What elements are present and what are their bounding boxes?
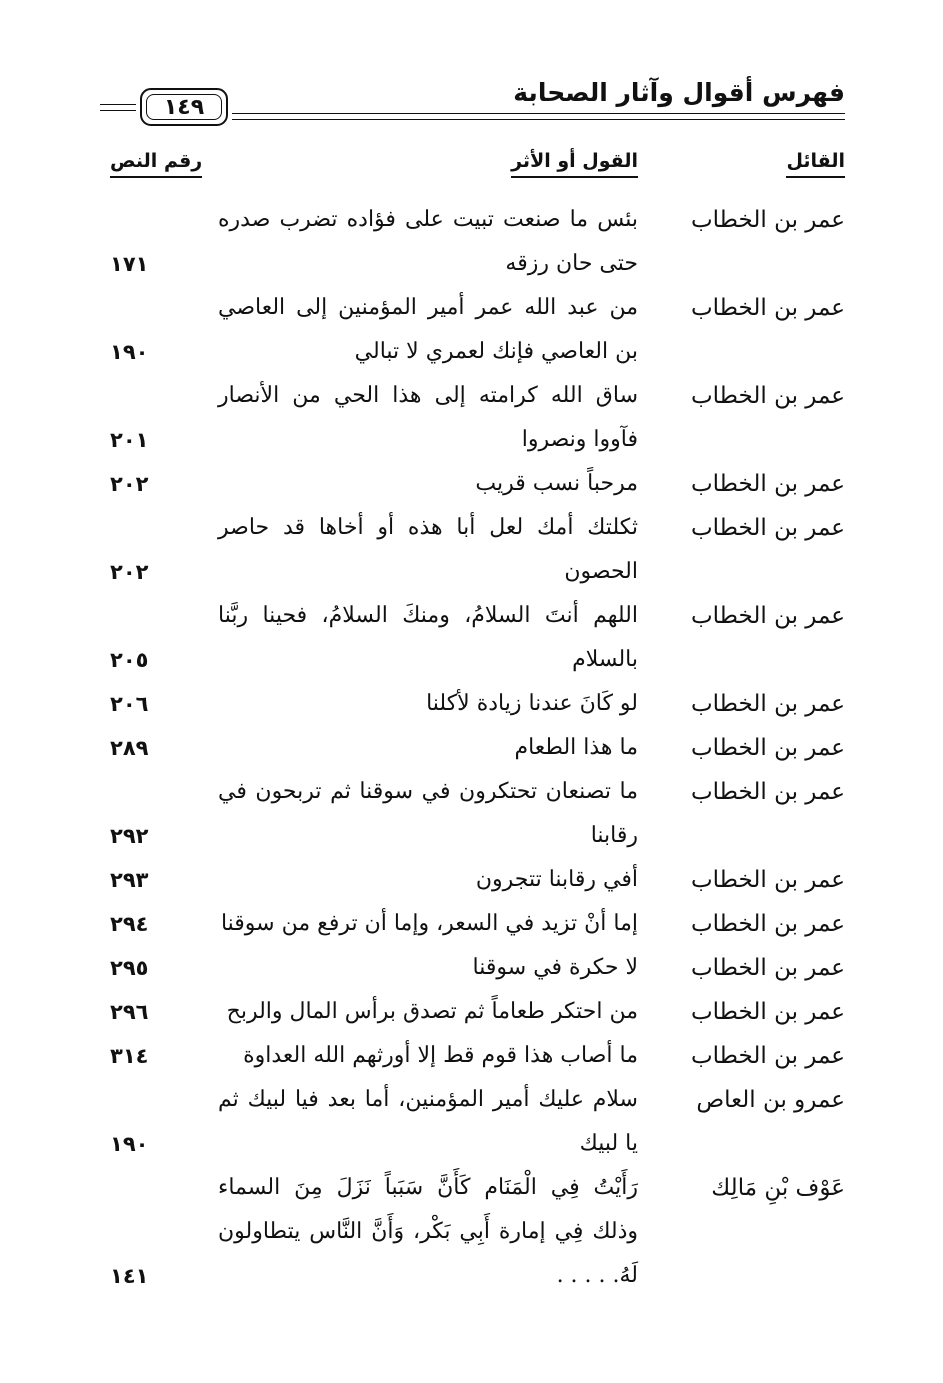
- entry-text-number: ٢٠٢: [110, 560, 149, 584]
- entry-speaker: عمر بن الخطاب: [690, 207, 845, 233]
- entry-text-number: ١٧١: [110, 252, 149, 276]
- index-entry: [0, 1078, 943, 1166]
- entry-saying: رَأَيْتُ فِي الْمَنَام كَأَنَّ سَبَباً نَزَلَ مِنَ السماء وذلك فِي إمارة أَبِي بَكْر، وَأَنَّ النَّاس يتطاولون لَهُ. . . . .: [218, 1175, 638, 1288]
- page-number-frame: [140, 88, 228, 126]
- entry-saying: مرحباً نسب قريب: [475, 471, 638, 496]
- entry-speaker: عمر بن الخطاب: [690, 603, 845, 629]
- entry-text-number: ٢٠٥: [110, 648, 149, 672]
- index-entry: [0, 682, 943, 726]
- header-rule-left-bottom: [100, 110, 136, 111]
- entry-speaker: عمرو بن العاص: [696, 1087, 845, 1113]
- column-heading-number: رقم النص: [110, 150, 202, 178]
- index-entry: [0, 902, 943, 946]
- column-heading-speaker: القائل: [786, 150, 845, 178]
- entry-saying: ما هذا الطعام: [514, 735, 638, 760]
- entry-text-number: ٣١٤: [110, 1044, 149, 1068]
- index-entry: [0, 198, 943, 286]
- entry-saying: إما أنْ تزيد في السعر، وإما أن ترفع من سوقنا: [220, 911, 638, 936]
- entry-speaker: عمر بن الخطاب: [690, 1043, 845, 1069]
- header-rule-right-top: [232, 113, 845, 114]
- entry-speaker: عمر بن الخطاب: [690, 383, 845, 409]
- entry-speaker: عمر بن الخطاب: [690, 691, 845, 717]
- entry-text-number: ٢٩٦: [110, 1000, 149, 1024]
- entry-saying: ما أصاب هذا قوم قط إلا أورثهم الله العداوة: [243, 1043, 638, 1068]
- entry-text-number: ٢٩٢: [110, 824, 149, 848]
- entry-text-number: ٢٠٦: [110, 692, 149, 716]
- index-entry: [0, 1034, 943, 1078]
- entry-speaker: عمر بن الخطاب: [690, 955, 845, 981]
- entry-saying: لا حكرة في سوقنا: [472, 955, 638, 980]
- entry-saying: من احتكر طعاماً ثم تصدق برأس المال والربح: [226, 999, 638, 1024]
- index-entry: [0, 462, 943, 506]
- header-rule-right-bottom: [232, 119, 845, 120]
- index-entry: [0, 286, 943, 374]
- entry-saying: ساق الله كرامته إلى هذا الحي من الأنصار فآووا ونصروا: [218, 383, 638, 452]
- entry-speaker: عَوْف بْنِ مَالِك: [711, 1175, 845, 1201]
- index-entry: [0, 1166, 943, 1298]
- entry-text-number: ١٩٠: [110, 340, 149, 364]
- entry-text-number: ٢٩٤: [110, 912, 149, 936]
- index-entry: [0, 946, 943, 990]
- entry-text-number: ٢٩٣: [110, 868, 149, 892]
- entry-speaker: عمر بن الخطاب: [690, 779, 845, 805]
- entry-speaker: عمر بن الخطاب: [690, 471, 845, 497]
- index-entry: [0, 594, 943, 682]
- entry-text-number: ٢٨٩: [110, 736, 149, 760]
- entry-speaker: عمر بن الخطاب: [690, 735, 845, 761]
- index-entry: [0, 374, 943, 462]
- entry-text-number: ٢٠٢: [110, 472, 149, 496]
- page-number: ١٤٩: [146, 94, 222, 120]
- entry-text-number: ٢٠١: [110, 428, 149, 452]
- index-entry: [0, 770, 943, 858]
- entry-speaker: عمر بن الخطاب: [690, 999, 845, 1025]
- entry-speaker: عمر بن الخطاب: [690, 295, 845, 321]
- column-heading-saying: القول أو الأثر: [511, 150, 638, 178]
- entry-text-number: ٢٩٥: [110, 956, 149, 980]
- running-header-title: فهرس أقوال وآثار الصحابة: [513, 78, 845, 107]
- entry-text-number: ١٩٠: [110, 1132, 149, 1156]
- entry-text-number: ١٤١: [110, 1264, 149, 1288]
- index-entry: [0, 858, 943, 902]
- entry-speaker: عمر بن الخطاب: [690, 515, 845, 541]
- index-entry: [0, 506, 943, 594]
- entry-saying: ثكلتك أمك لعل أبا هذه أو أخاها قد حاصر الحصون: [218, 515, 638, 584]
- entry-speaker: عمر بن الخطاب: [690, 867, 845, 893]
- entry-saying: أفي رقابنا تتجرون: [475, 867, 638, 892]
- entry-saying: من عبد الله عمر أمير المؤمنين إلى العاصي بن العاصي فإنك لعمري لا تبالي: [218, 295, 638, 364]
- entry-speaker: عمر بن الخطاب: [690, 911, 845, 937]
- entry-saying: لو كَانَ عندنا زيادة لأكلنا: [426, 691, 638, 716]
- index-entry: [0, 726, 943, 770]
- entry-saying: سلام عليك أمير المؤمنين، أما بعد فيا لبيك ثم يا لبيك: [218, 1087, 638, 1156]
- index-entry: [0, 990, 943, 1034]
- entries-list: [0, 198, 943, 1298]
- entry-saying: بئس ما صنعت تبيت على فؤاده تضرب صدره حتى حان رزقه: [218, 207, 638, 276]
- entry-saying: ما تصنعان تحتكرون في سوقنا ثم تربحون في رقابنا: [218, 779, 638, 848]
- entry-saying: اللهم أنتَ السلامُ، ومنكَ السلامُ، فحينا ربَّنا بالسلام: [218, 603, 638, 672]
- header-rule-left-top: [100, 104, 136, 105]
